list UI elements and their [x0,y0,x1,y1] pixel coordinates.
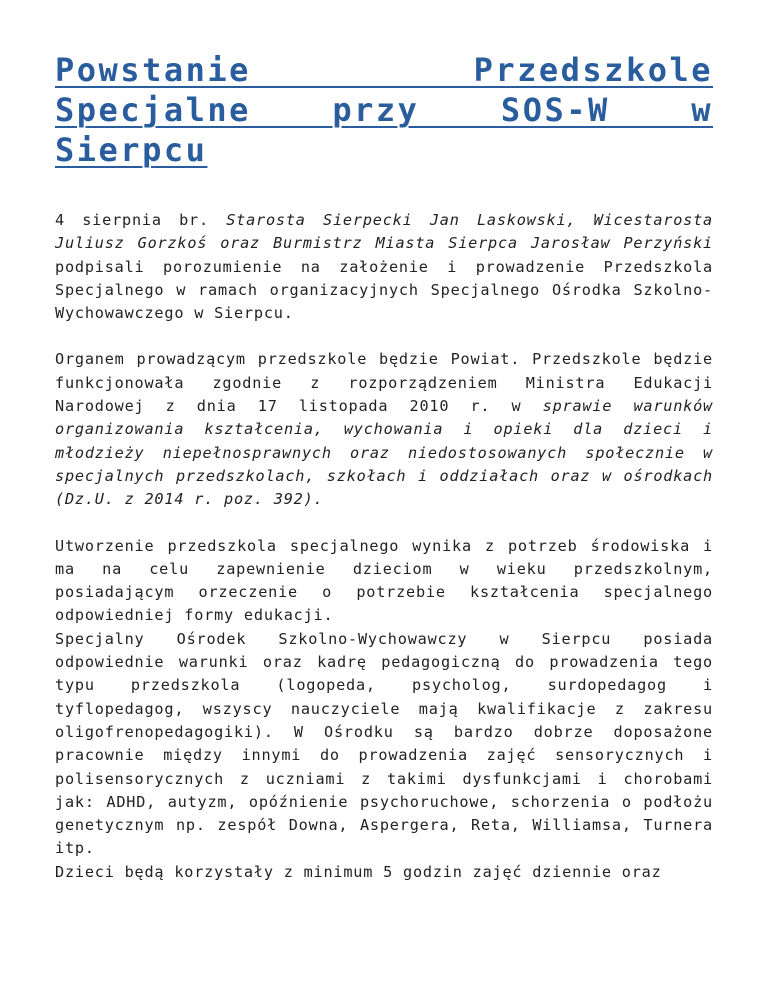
paragraph-signing-date: 4 sierpnia br. [55,211,227,229]
title-line-2[interactable]: Specjalne przy SOS-W w [55,91,713,129]
article [55,50,713,884]
paragraph-schedule: Dzieci będą korzystały z minimum 5 godzin zajęć dziennie oraz [55,862,662,881]
paragraph-signing-signatories: Starosta Sierpecki Jan Laskowski, Wicestarosta Juliusz Gorzkoś oraz Burmistrz Miasta Sierpca Jarosław Perzyński [55,211,713,253]
paragraph-regulation [55,348,713,511]
paragraph-regulation-text: Organem prowadzącym przedszkole będzie Powiat. Przedszkole będzie funkcjonowała zgodnie z rozporządzeniem Ministra Edukacji Narodowej z dnia 17 listopada 2010 r. w [55,350,713,416]
paragraph-signing [55,209,713,325]
title-line-1[interactable]: Powstanie Przedszkole [55,51,713,89]
paragraph-signing-text: podpisali porozumienie na założenie i prowadzenie Przedszkola Specjalnego w ramach organizacyjnych Specjalnego Ośrodka Szkolno-Wychowawczego w Sierpcu. [55,257,713,323]
title-line-3[interactable]: Sierpcu [55,131,208,169]
article-title-link[interactable] [55,50,713,170]
paragraph-facility: Specjalny Ośrodek Szkolno-Wychowawczy w Sierpcu posiada odpowiednie warunki oraz kadrę pedagogiczną do prowadzenia tego typu przedszkola (logopeda, psycholog, surdopedagog i tyflopedagog, wszyscy nauczyciele mają kwalifikacje z zakresu oligofrenopedagogiki). W Ośrodku są bardzo dobrze doposażone pracownie między innymi do prowadzenia zajęć sensorycznych i polisensorycznych z uczniami z takimi dysfunkcjami i chorobami jak: ADHD, autyzm, opóźnienie psychoruchowe, schorzenia o podłożu genetycznym np. zespół Downa, Aspergera, Reta, Williamsa, Turnera itp. [55,629,713,858]
paragraph-purpose: Utworzenie przedszkola specjalnego wynika z potrzeb środowiska i ma na celu zapewnienie dzieciom w wieku przedszkolnym, posiadającym orzeczenie o potrzebie kształcenia specjalnego odpowiedniej formy edukacji. [55,536,713,625]
article-title[interactable] [55,50,713,170]
article-body [55,209,713,884]
paragraph-regulation-title: sprawie warunków organizowania kształcenia, wychowania i opieki dla dzieci i młodzieży niepełnosprawnych oraz niedostosowanych społecznie w specjalnych przedszkolach, szkołach i oddziałach oraz w ośrodkach (Dz.U. z 2014 r. poz. 392). [55,397,713,509]
